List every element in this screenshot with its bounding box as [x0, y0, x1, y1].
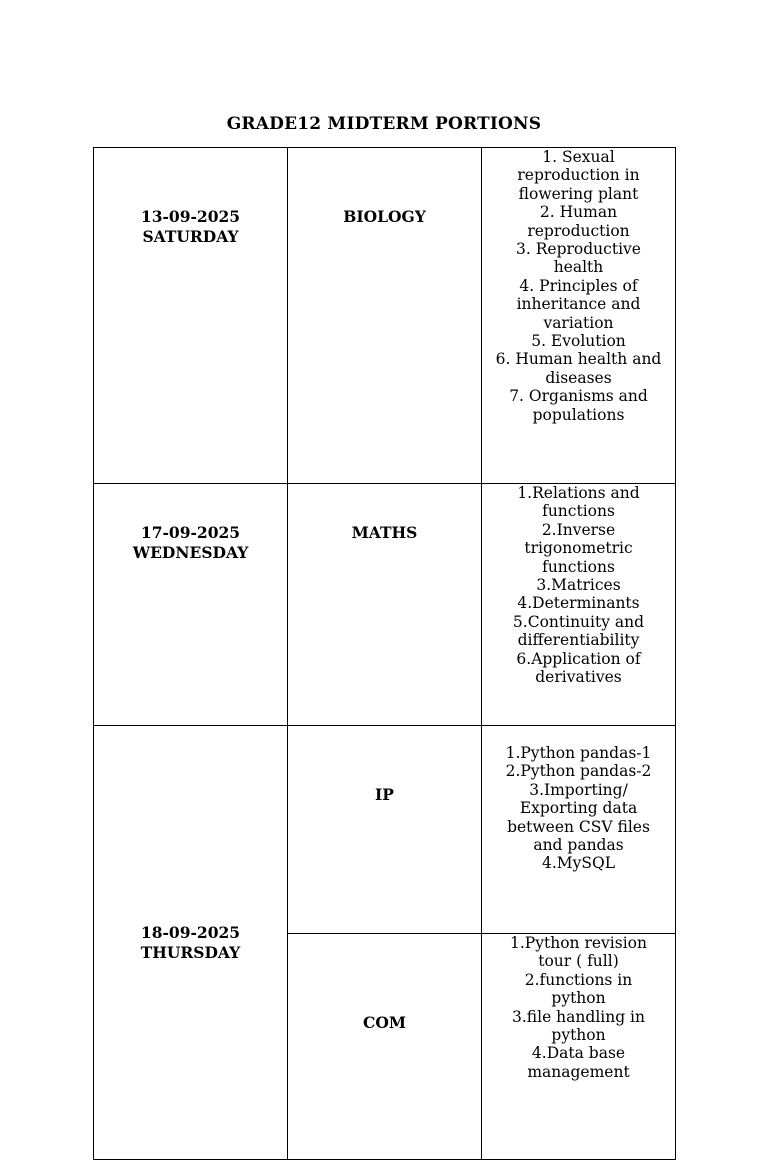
- topic-line: 4.Data base: [531, 1044, 626, 1063]
- topic-line: 4. Principles of: [519, 276, 638, 295]
- subject-name: BIOLOGY: [343, 207, 426, 226]
- subject-cell: [288, 148, 482, 484]
- topic-line: 4.Determinants: [517, 594, 640, 613]
- exam-date: 18-09-2025: [140, 922, 241, 942]
- date-cell: [94, 726, 288, 1160]
- topic-line: 1.Python revision: [510, 934, 647, 952]
- exam-day: SATURDAY: [142, 227, 239, 246]
- topic-line: python: [551, 989, 606, 1008]
- topic-line: reproduction: [527, 221, 630, 240]
- topic-line: 2.Inverse: [541, 520, 616, 539]
- topic-line: 6.Application of: [516, 649, 641, 668]
- topic-line: reproduction in: [517, 166, 640, 185]
- topic-line: flowering plant: [518, 184, 639, 203]
- topic-line: populations: [532, 405, 625, 424]
- exam-date: 13-09-2025: [140, 207, 241, 226]
- topic-line: functions: [542, 557, 615, 576]
- table-row: [94, 148, 676, 484]
- topic-line: 2.functions in: [524, 970, 633, 989]
- topic-line: 1.Relations and: [517, 484, 640, 502]
- topics-cell: [482, 484, 676, 726]
- page-title: GRADE12 MIDTERM PORTIONS: [226, 114, 542, 134]
- topics-cell: [482, 148, 676, 484]
- topic-line: 2.Python pandas-2: [505, 762, 652, 781]
- topic-line: 6. Human health and: [495, 350, 662, 369]
- subject-name: MATHS: [351, 523, 418, 542]
- topic-line: 1. Sexual: [542, 148, 615, 166]
- topic-line: differentiability: [517, 631, 640, 650]
- topic-line: between CSV files: [507, 817, 650, 836]
- topic-line: python: [551, 1026, 606, 1045]
- topic-line: Exporting data: [519, 799, 638, 818]
- topic-line: 3.file handling in: [512, 1007, 645, 1026]
- subject-cell: [288, 934, 482, 1160]
- topic-line: 3. Reproductive: [516, 240, 641, 259]
- date-cell: [94, 484, 288, 726]
- exam-date: 17-09-2025: [140, 523, 241, 542]
- topics-cell: [482, 934, 676, 1160]
- topic-line: trigonometric: [524, 539, 633, 558]
- topic-line: functions: [542, 502, 615, 521]
- topic-line: 7. Organisms and: [509, 387, 648, 406]
- topic-line: diseases: [545, 368, 612, 387]
- topic-line: derivatives: [535, 668, 622, 687]
- table-row: [94, 484, 676, 726]
- date-cell: [94, 148, 288, 484]
- topic-line: inheritance and: [516, 295, 641, 314]
- topic-line: 4.MySQL: [541, 854, 616, 873]
- exam-day: WEDNESDAY: [132, 543, 249, 562]
- topic-line: 1.Python pandas-1: [505, 744, 652, 762]
- topic-line: 3.Matrices: [536, 576, 621, 595]
- topic-line: 3.Importing/: [529, 780, 628, 799]
- exam-day: THURSDAY: [140, 942, 241, 962]
- topics-cell: [482, 726, 676, 934]
- portions-table: [93, 147, 676, 1160]
- topic-line: 2. Human: [539, 203, 618, 222]
- subject-cell: [288, 484, 482, 726]
- topic-line: 5. Evolution: [531, 332, 626, 351]
- subject-cell: [288, 726, 482, 934]
- subject-name: COM: [363, 1013, 406, 1032]
- topic-line: tour ( full): [538, 952, 619, 971]
- topic-line: 5.Continuity and: [512, 612, 645, 631]
- topic-line: variation: [543, 313, 614, 332]
- topic-line: and pandas: [533, 836, 624, 855]
- subject-name: IP: [375, 785, 394, 804]
- topic-line: management: [527, 1062, 630, 1081]
- topic-line: health: [553, 258, 604, 277]
- table-row: [94, 726, 676, 934]
